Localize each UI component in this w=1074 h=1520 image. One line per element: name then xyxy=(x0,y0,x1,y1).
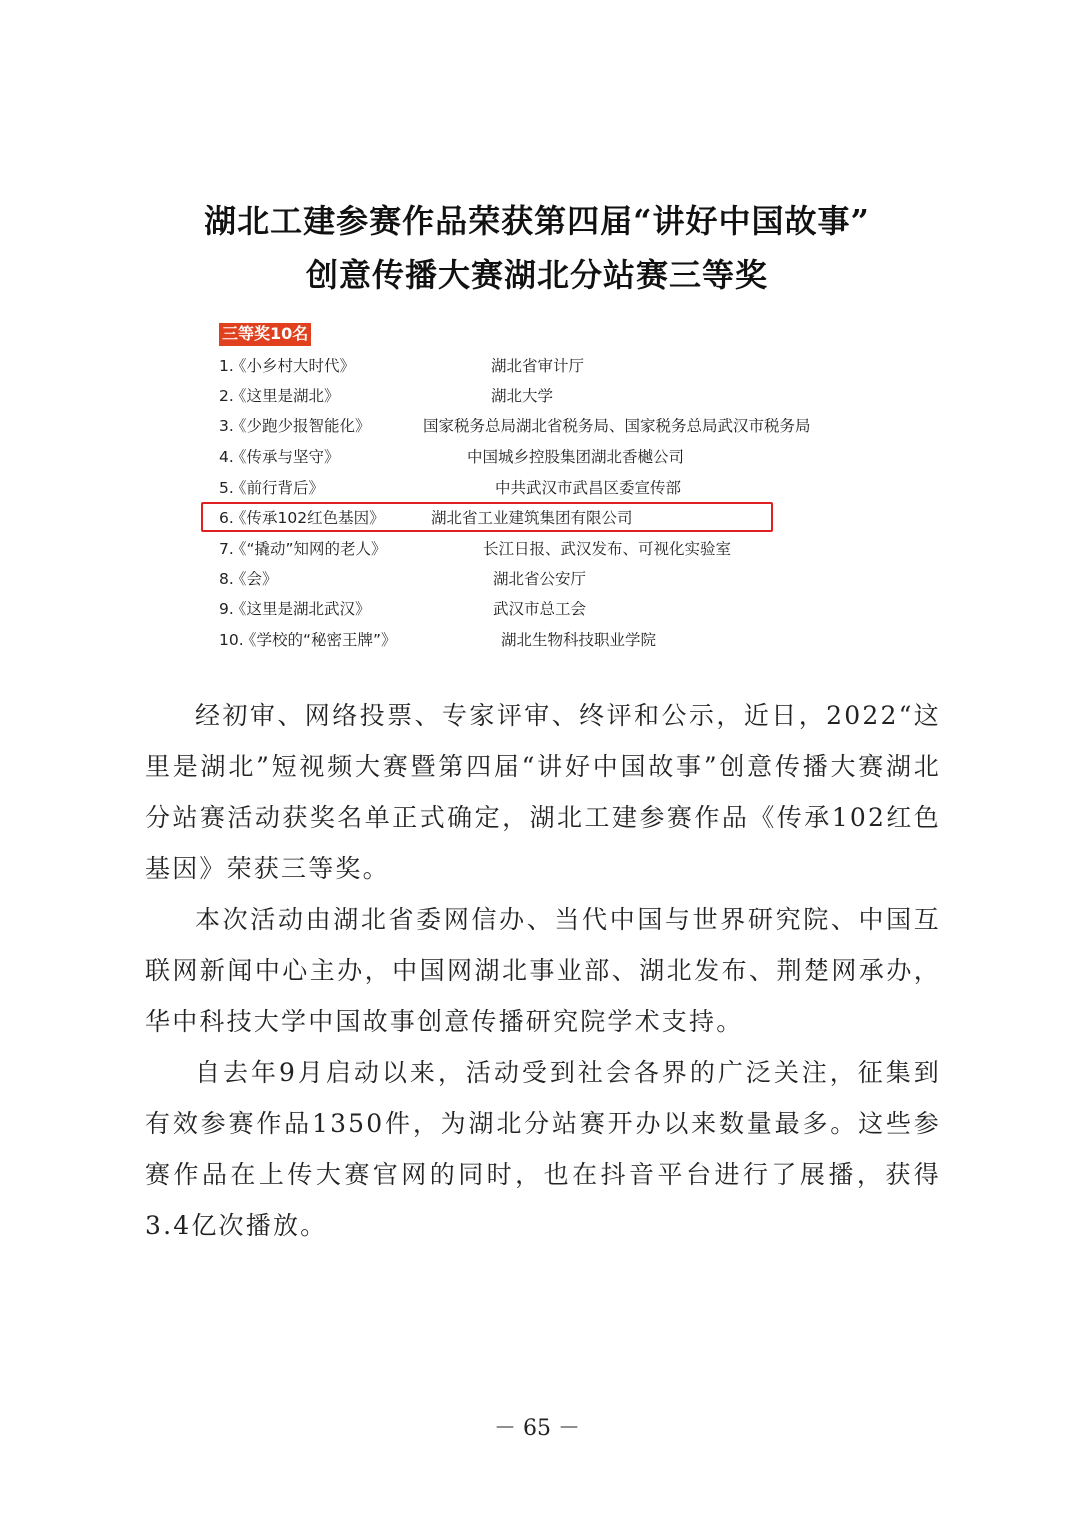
paragraph: 本次活动由湖北省委网信办、当代中国与世界研究院、中国互联网新闻中心主办，中国网湖北事业部、湖北发布、荆楚网承办，华中科技大学中国故事创意传播研究院学术支持。 xyxy=(145,905,941,1036)
page-title-line-2: 创意传播大赛湖北分站赛三等奖 xyxy=(305,256,768,294)
award-item-number: 8. xyxy=(219,570,234,588)
award-item-org: 中共武汉市武昌区委宣传部 xyxy=(495,479,682,497)
award-item-number: 3. xyxy=(219,417,234,435)
award-item-number: 7. xyxy=(219,540,234,558)
paragraph: 自去年9月启动以来，活动受到社会各界的广泛关注，征集到有效参赛作品1350件，为湖北分站赛开办以来数量最多。这些参赛作品在上传大赛官网的同时，也在抖音平台进行了展播，获得3.4亿次播放。 xyxy=(145,1058,941,1240)
page-number: － 65 － xyxy=(494,1416,580,1441)
award-item-org: 湖北省审计厅 xyxy=(491,357,585,375)
award-list-image xyxy=(214,318,874,658)
award-item-org: 长江日报、武汉发布、可视化实验室 xyxy=(483,540,732,558)
paragraph: 经初审、网络投票、专家评审、终评和公示，近日，2022“这里是湖北”短视频大赛暨第四届“讲好中国故事”创意传播大赛湖北分站赛活动获奖名单正式确定，湖北工建参赛作品《传承102红色基因》荣获三等奖。 xyxy=(145,701,941,883)
award-item-work: 《会》 xyxy=(231,570,278,588)
article-body xyxy=(145,690,941,1251)
award-item-work: 《这里是湖北》 xyxy=(231,387,340,405)
award-item-work: 《学校的“秘密王牌”》 xyxy=(241,631,397,649)
award-item-number: 1. xyxy=(219,357,234,375)
award-item-work: 《少跑少报智能化》 xyxy=(231,417,371,435)
award-item-number: 4. xyxy=(219,448,234,466)
award-item-number: 2. xyxy=(219,387,234,405)
award-item-org: 武汉市总工会 xyxy=(493,600,587,618)
award-list-heading: 三等奖10名 xyxy=(219,323,311,346)
award-item-org: 湖北生物科技职业学院 xyxy=(501,631,657,649)
award-item-org: 中国城乡控股集团湖北香樾公司 xyxy=(467,448,685,466)
award-item-work: 《这里是湖北武汉》 xyxy=(231,600,371,618)
award-item-number: 9. xyxy=(219,600,234,618)
award-item-work: 《小乡村大时代》 xyxy=(231,357,356,375)
award-item-work: 《“撬动”知网的老人》 xyxy=(231,540,387,558)
award-item-org: 湖北省公安厅 xyxy=(493,570,587,588)
award-item-org: 湖北省工业建筑集团有限公司 xyxy=(431,509,633,527)
award-item-org: 国家税务总局湖北省税务局、国家税务总局武汉市税务局 xyxy=(423,417,811,435)
award-item-work: 《传承与坚守》 xyxy=(231,448,340,466)
award-item-work: 《传承102红色基因》 xyxy=(231,509,385,527)
page-title-line-1: 湖北工建参赛作品荣获第四届“讲好中国故事” xyxy=(204,202,870,240)
award-item-number: 10. xyxy=(219,631,244,649)
award-item-work: 《前行背后》 xyxy=(231,479,325,497)
award-item-org: 湖北大学 xyxy=(491,387,554,405)
award-item-number: 5. xyxy=(219,479,234,497)
award-item-number: 6. xyxy=(219,509,234,527)
